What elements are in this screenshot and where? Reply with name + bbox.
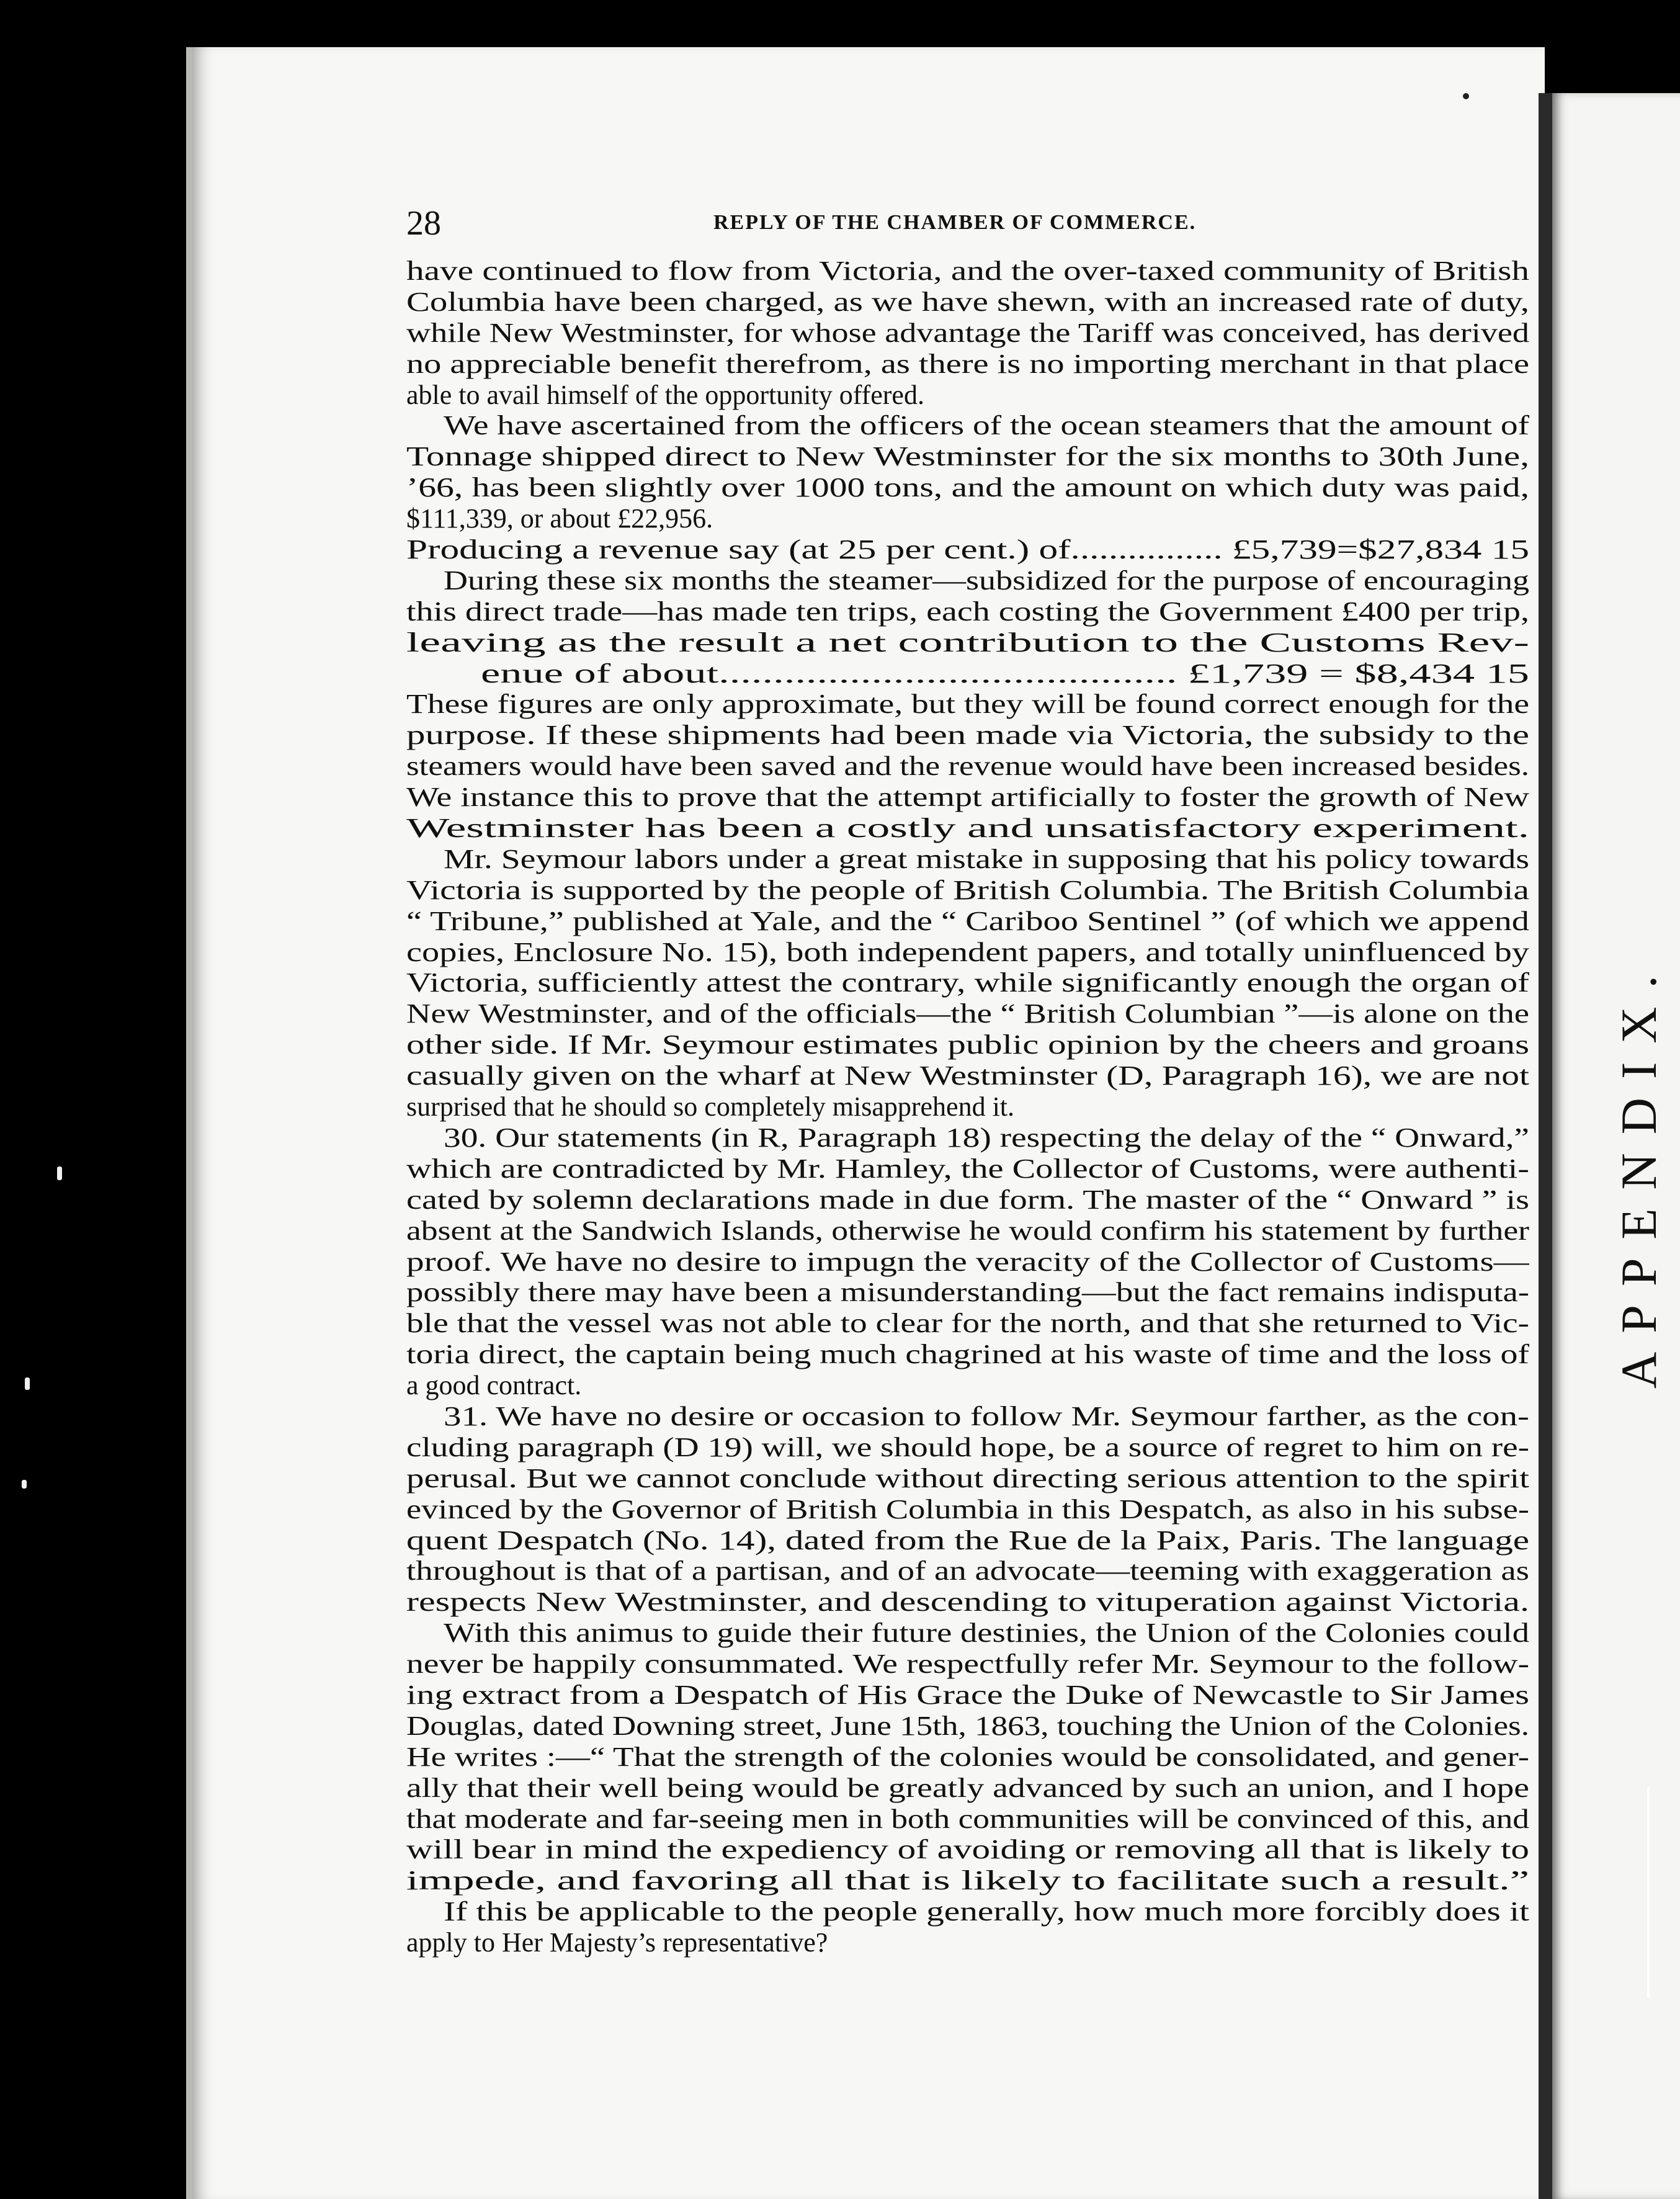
text-line: proof. We have no desire to impugn the veracity of the Collector of Customs—	[406, 1246, 1529, 1277]
text-line: surprised that he should so completely misapprehend it.	[406, 1091, 1015, 1122]
text-line: We instance this to prove that the attempt artificially to foster the growth of New	[406, 782, 1529, 813]
text-line: New Westminster, and of the officials—the “ British Columbian ”—is alone on the	[406, 998, 1529, 1029]
margin-mark	[25, 1377, 30, 1390]
text-line: while New Westminster, for whose advantage the Tariff was conceived, has derived	[406, 317, 1529, 348]
text-line: 31. We have no desire or occasion to follow Mr. Seymour farther, as the con-	[444, 1400, 1529, 1431]
text-line: ble that the vessel was not able to clear for the north, and that she returned to Vic-	[406, 1308, 1529, 1339]
text-line: If this be applicable to the people generally, how much more forcibly does it	[444, 1896, 1529, 1927]
text-line: With this animus to guide their future destinies, the Union of the Colonies could	[444, 1618, 1529, 1649]
text-line: quent Despatch (No. 14), dated from the Rue de la Paix, Paris. The language	[406, 1525, 1529, 1556]
text-line: which are contradicted by Mr. Hamley, the Collector of Customs, were authenti-	[406, 1153, 1529, 1184]
text-line: leaving as the result a net contribution to the Customs Rev-	[406, 627, 1529, 658]
text-line: $111,339, or about £22,956.	[406, 503, 713, 534]
text-line: Douglas, dated Downing street, June 15th, 1863, touching the Union of the Colonies.	[406, 1710, 1529, 1741]
text-line: copies, Enclosure No. 15), both independent papers, and totally uninfluenced by	[406, 936, 1529, 967]
text-line: absent at the Sandwich Islands, otherwise he would confirm his statement by further	[406, 1215, 1529, 1246]
text-line: During these six months the steamer—subsidized for the purpose of encouraging	[444, 565, 1529, 596]
text-line: throughout is that of a partisan, and of an advocate—teeming with exaggeration as	[406, 1556, 1529, 1587]
text-line: cated by solemn declarations made in due form. The master of the “ Onward ” is	[406, 1184, 1529, 1215]
text-line: These figures are only approximate, but they will be found correct enough for the	[406, 689, 1529, 720]
text-line: casually given on the wharf at New Westminster (D, Paragraph 16), we are not	[406, 1060, 1529, 1091]
text-line: perusal. But we cannot conclude without directing serious attention to the spirit	[406, 1462, 1529, 1494]
text-line: this direct trade—has made ten trips, each costing the Government £400 per trip,	[406, 596, 1529, 627]
text-line: ’66, has been slightly over 1000 tons, and the amount on which duty was paid,	[406, 472, 1529, 503]
text-line: Producing a revenue say (at 25 per cent.) of................ £5,739=$27,834 15	[406, 534, 1529, 565]
body-text	[406, 256, 1529, 1958]
text-line: evinced by the Governor of British Columbia in this Despatch, as also in his subse-	[406, 1494, 1529, 1525]
appendix-label: APPENDIX.	[1611, 957, 1667, 1389]
text-line: 30. Our statements (in R, Paragraph 18) respecting the delay of the “ Onward,”	[444, 1122, 1529, 1153]
text-line: We have ascertained from the officers of the ocean steamers that the amount of	[444, 410, 1529, 441]
text-line: will bear in mind the expediency of avoiding or removing all that is likely to	[406, 1834, 1529, 1865]
text-line: never be happily consummated. We respectfully refer Mr. Seymour to the follow-	[406, 1649, 1529, 1680]
text-line: ally that their well being would be greatly advanced by such an union, and I hope	[406, 1772, 1529, 1803]
appendix-foldout	[1539, 93, 1680, 2199]
page-number: 28	[406, 204, 441, 243]
margin-mark	[22, 1480, 27, 1489]
text-line: have continued to flow from Victoria, and the over-taxed community of British	[406, 256, 1529, 286]
text-line: that moderate and far-seeing men in both communities will be convinced of this, and	[406, 1803, 1529, 1834]
text-line: “ Tribune,” published at Yale, and the “ Cariboo Sentinel ” (of which we append	[406, 905, 1529, 936]
text-line: Columbia have been charged, as we have shewn, with an increased rate of duty,	[406, 286, 1529, 317]
fold-dot	[1463, 93, 1469, 99]
text-line: Victoria is supported by the people of British Columbia. The British Columbia	[406, 874, 1529, 905]
text-line: enue of about.......................................... £1,739 = $8,434 15	[481, 658, 1529, 689]
text-line: able to avail himself of the opportunity offered.	[406, 379, 924, 410]
text-line: apply to Her Majesty’s representative?	[406, 1927, 828, 1958]
margin-mark	[57, 1167, 62, 1180]
text-line: toria direct, the captain being much chagrined at his waste of time and the loss of	[406, 1339, 1529, 1370]
text-line: purpose. If these shipments had been made via Victoria, the subsidy to the	[406, 720, 1529, 751]
text-line: Victoria, sufficiently attest the contrary, while significantly enough the organ of	[406, 967, 1529, 998]
text-line: cluding paragraph (D 19) will, we should hope, be a source of regret to him on re-	[406, 1431, 1529, 1462]
text-line: other side. If Mr. Seymour estimates public opinion by the cheers and groans	[406, 1029, 1529, 1060]
text-line: steamers would have been saved and the revenue would have been increased besides.	[406, 751, 1529, 782]
fold-rule	[1647, 1787, 1650, 1998]
text-line: possibly there may have been a misunderstanding—but the fact remains indisputa-	[406, 1277, 1529, 1308]
text-line: Mr. Seymour labors under a great mistake in supposing that his policy towards	[444, 843, 1529, 874]
running-head: REPLY OF THE CHAMBER OF COMMERCE.	[713, 211, 1197, 234]
text-line: impede, and favoring all that is likely to facilitate such a result.”	[406, 1865, 1529, 1896]
text-line: He writes :—“ That the strength of the colonies would be consolidated, and gener-	[406, 1741, 1529, 1772]
page-header	[406, 204, 1523, 253]
text-line: ing extract from a Despatch of His Grace the Duke of Newcastle to Sir James	[406, 1679, 1529, 1710]
text-line: Westminster has been a costly and unsatisfactory experiment.	[406, 813, 1529, 844]
text-line: respects New Westminster, and descending to vituperation against Victoria.	[406, 1587, 1529, 1618]
text-line: a good contract.	[406, 1370, 582, 1401]
text-line: Tonnage shipped direct to New Westminster for the six months to 30th June,	[406, 441, 1529, 472]
text-line: no appreciable benefit therefrom, as there is no importing merchant in that place	[406, 348, 1529, 379]
